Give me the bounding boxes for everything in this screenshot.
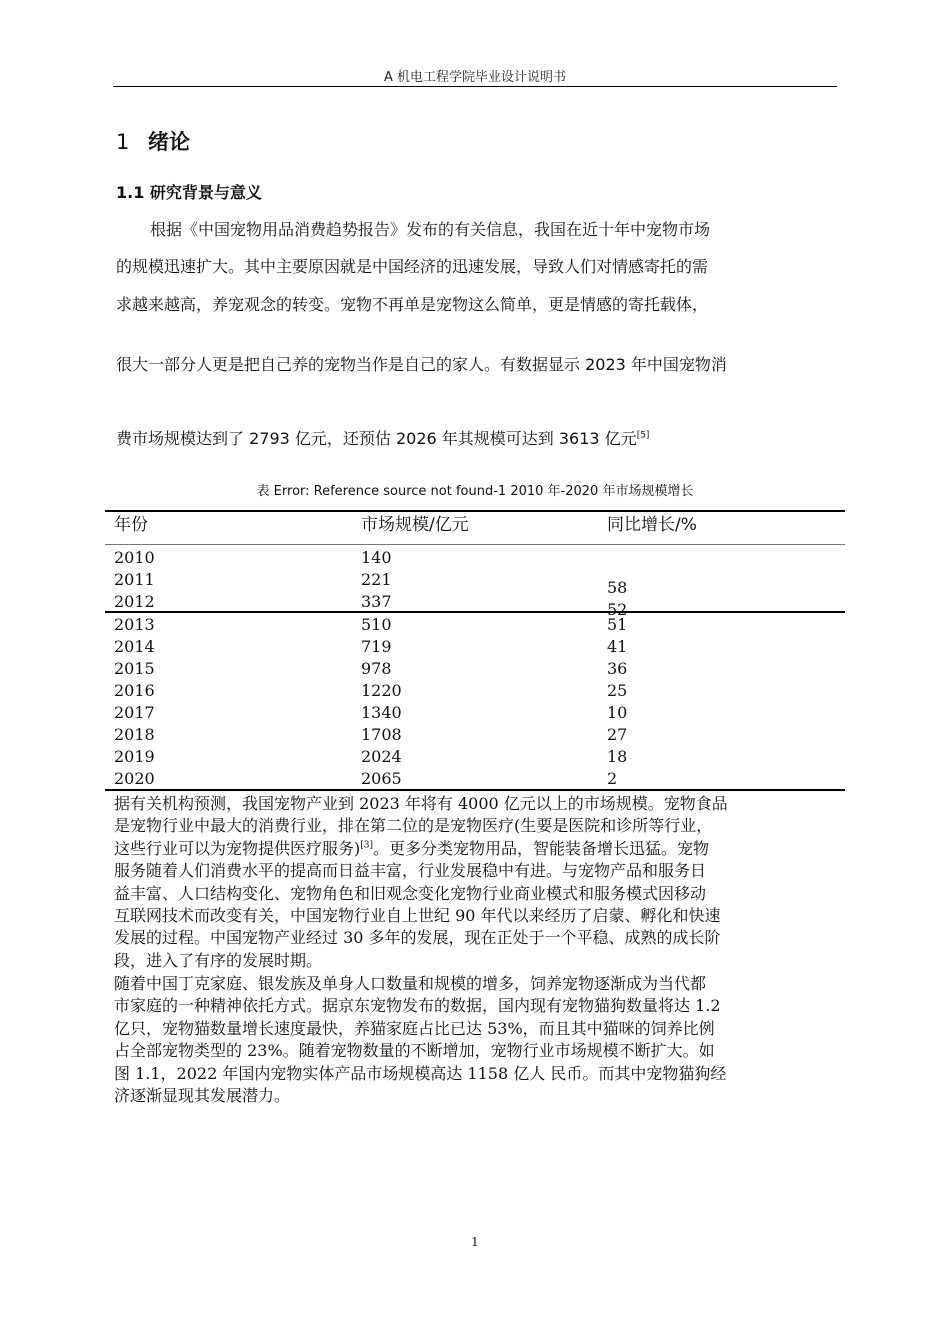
- intro-line-4: 很大一部分人更是把自己养的宠物当作是自己的家人。有数据显示 2023 年中国宠物消: [116, 355, 727, 374]
- page-number: 1: [471, 1235, 479, 1249]
- table-cell-growth: 25: [607, 681, 628, 700]
- table-cell-size: 337: [361, 592, 392, 611]
- table-cell-size: 1220: [361, 681, 402, 700]
- running-header: A 机电工程学院毕业设计说明书: [383, 70, 567, 85]
- chapter-title: 绪论: [148, 130, 190, 154]
- table-header-rule: [105, 544, 845, 545]
- table-cell-year: 2017: [114, 703, 155, 722]
- table-cell-size: 978: [361, 659, 392, 678]
- table-header-year: 年份: [114, 515, 148, 535]
- table-cell-year: 2013: [114, 615, 155, 634]
- paragraph-pets: [114, 973, 840, 1107]
- table-cell-size: 2065: [361, 769, 402, 788]
- para1-line-2: 是宠物行业中最大的消费行业，排在第二位的是宠物医疗(生要是医院和诊所等行业，: [114, 816, 713, 836]
- para1-line-3: [114, 838, 840, 860]
- section-heading: 1.1 研究背景与意义: [116, 183, 262, 202]
- table-cell-size: 1340: [361, 703, 402, 722]
- table-cell-year: 2012: [114, 592, 155, 611]
- intro-line-1: 根据《中国宠物用品消费趋势报告》发布的有关信息，我国在近十年中宠物市场: [150, 220, 711, 239]
- para1-line-3-post: 。更多分类宠物用品，智能装备增长迅猛。宠物: [373, 838, 710, 858]
- para1-line-7: 发展的过程。中国宠物产业经过 30 多年的发展，现在正处于一个平稳、成熟的成长阶: [114, 928, 721, 948]
- table-bottom-rule: [105, 789, 845, 791]
- table-header-growth: 同比增长/%: [607, 515, 697, 535]
- table-cell-year: 2020: [114, 769, 155, 788]
- chapter-heading: [116, 126, 190, 156]
- intro-line-5-text: 费市场规模达到了 2793 亿元，还预估 2026 年其规模可达到 3613 亿元: [116, 429, 637, 448]
- para1-line-3-pre: 这些行业可以为宠物提供医疗服务): [114, 838, 361, 858]
- table-cell-growth: 18: [607, 747, 628, 766]
- para2-line-6: 济逐渐显现其发展潜力。: [114, 1086, 291, 1106]
- paragraph-industry: [114, 793, 840, 972]
- table-cell-year: 2010: [114, 548, 155, 567]
- table-cell-growth: 52: [607, 600, 628, 619]
- para2-line-1: 随着中国丁克家庭、银发族及单身人口数量和规模的增多，饲养宠物逐渐成为当代都: [114, 974, 707, 993]
- para1-line-1: 据有关机构预测，我国宠物产业到 2023 年将有 4000 亿元以上的市场规模。宠物食品: [114, 794, 728, 813]
- table-cell-growth: 2: [607, 769, 618, 788]
- table-cell-size: 1708: [361, 725, 402, 744]
- intro-line-5: [116, 426, 649, 449]
- table-cell-growth: 58: [607, 578, 628, 597]
- table-cell-year: 2014: [114, 637, 155, 656]
- table-cell-growth: 27: [607, 725, 628, 744]
- table-cell-growth: 51: [607, 615, 628, 634]
- para1-line-6: 互联网技术而改变有关，中国宠物行业自上世纪 90 年代以来经历了启蒙、孵化和快速: [114, 906, 721, 926]
- para1-line-4: 服务随着人们消费水平的提高而日益丰富，行业发展稳中有进。与宠物产品和服务日: [114, 861, 707, 881]
- table-cell-year: 2016: [114, 681, 155, 700]
- table-inner-rule: [105, 611, 845, 613]
- table-cell-growth: 10: [607, 703, 628, 722]
- para2-line-3: 亿只，宠物猫数量增长速度最快，养猫家庭占比已达 53%，而且其中猫咪的饲养比例: [114, 1018, 715, 1038]
- table-cell-size: 221: [361, 570, 392, 589]
- table-cell-growth: 41: [607, 637, 628, 656]
- table-header-size: 市场规模/亿元: [361, 515, 469, 535]
- table-top-rule: [105, 510, 845, 512]
- table-cell-size: 510: [361, 615, 392, 634]
- para2-line-5: 图 1.1，2022 年国内宠物实体产品市场规模高达 1158 亿人 民币。而其中宠物猫狗经: [114, 1063, 727, 1083]
- table-cell-year: 2019: [114, 747, 155, 766]
- para2-line-2: 市家庭的一种精神依托方式。据京东宠物发布的数据，国内现有宠物猫狗数量将达 1.2: [114, 996, 721, 1016]
- citation-5: [5]: [636, 430, 650, 441]
- table-cell-year: 2015: [114, 659, 155, 678]
- intro-line-2: 的规模迅速扩大。其中主要原因就是中国经济的迅速发展，导致人们对情感寄托的需: [116, 257, 709, 276]
- table-cell-size: 2024: [361, 747, 402, 766]
- table-cell-year: 2018: [114, 725, 155, 744]
- para2-line-4: 占全部宠物类型的 23%。随着宠物数量的不断增加，宠物行业市场规模不断扩大。如: [114, 1041, 715, 1061]
- table-cell-size: 719: [361, 637, 392, 656]
- table-caption: 表 Error: Reference source not found-1 2010 年-2020 年市场规模增长: [256, 484, 694, 499]
- table-cell-size: 140: [361, 548, 392, 567]
- intro-line-3: 求越来越高，养宠观念的转变。宠物不再单是宠物这么简单，更是情感的寄托载体，: [116, 295, 709, 314]
- para1-line-8: 段，进入了有序的发展时期。: [114, 950, 323, 970]
- table-cell-year: 2011: [114, 570, 155, 589]
- citation-3: [3]: [360, 840, 373, 851]
- chapter-number: 1: [116, 130, 130, 154]
- header-rule: [113, 86, 837, 87]
- table-cell-growth: 36: [607, 659, 628, 678]
- para1-line-5: 益丰富、人口结构变化、宠物角色和旧观念变化宠物行业商业模式和服务模式因移动: [114, 883, 707, 903]
